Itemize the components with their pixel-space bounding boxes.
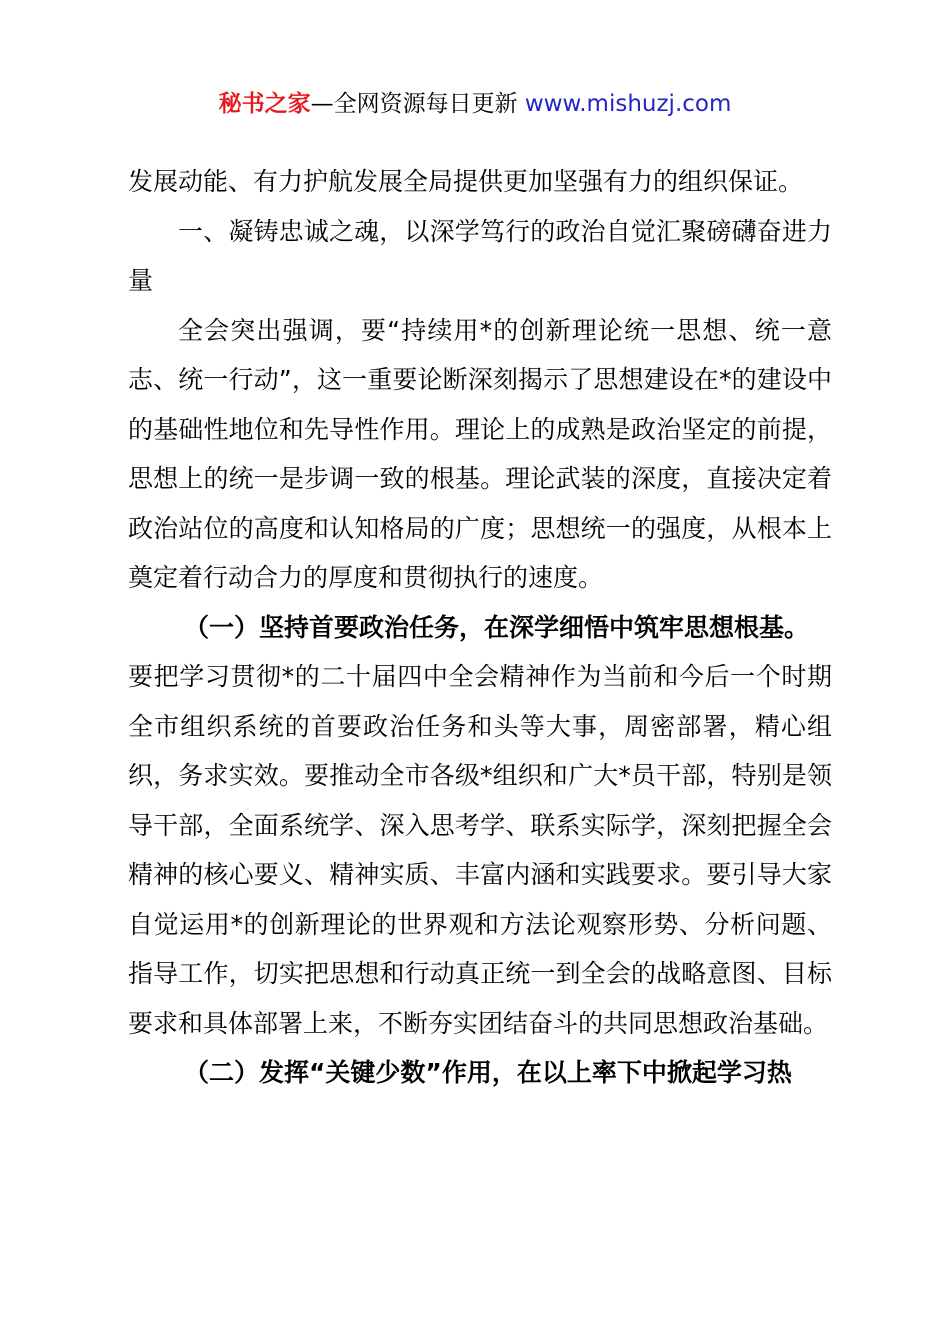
page-header [0,84,950,124]
section-heading: 一、凝铸忠诚之魂，以深学笃行的政治自觉汇聚磅礴奋进力量 [128,216,832,295]
brand-name: 秘书之家 [218,91,311,117]
subsection-heading: （二）发挥“关键少数”作用，在以上率下中掀起学习热 [184,1058,792,1087]
body-paragraph: 全会突出强调，要“持续用*的创新理论统一思想、统一意志、统一行动”，这一重要论断深刻揭示了思想建设在*的建设中的基础性地位和先导性作用。理论上的成熟是政治坚定的前提，思想上的统一是步调一致的根基。理论武装的深度，直接决定着政治站位的高度和认知格局的广度；思想统一的强度，从根本上奠定着行动合力的厚度和贯彻执行的速度。 [128,315,832,592]
header-tagline: —全网资源每日更新 [310,91,518,117]
document-body [128,157,832,1098]
website-link[interactable]: www.mishuzj.com [524,91,732,117]
subsection-heading: （一）坚持首要政治任务，在深学细悟中筑牢思想根基。 [184,612,810,642]
continuation-paragraph: 发展动能、有力护航发展全局提供更加坚强有力的组织保证。 [128,167,804,196]
body-paragraph: 要把学习贯彻*的二十届四中全会精神作为当前和今后一个时期全市组织系统的首要政治任务和头等大事，周密部署，精心组织，务求实效。要推动全市各级*组织和广大*员干部，特别是领导干部，全面系统学、深入思考学、联系实际学，深刻把握全会精神的核心要义、精神实质、丰富内涵和实践要求。要引导大家自觉运用*的创新理论的世界观和方法论观察形势、分析问题、指导工作，切实把思想和行动真正统一到全会的战略意图、目标要求和具体部署上来，不断夯实团结奋斗的共同思想政治基础。 [128,662,832,1038]
